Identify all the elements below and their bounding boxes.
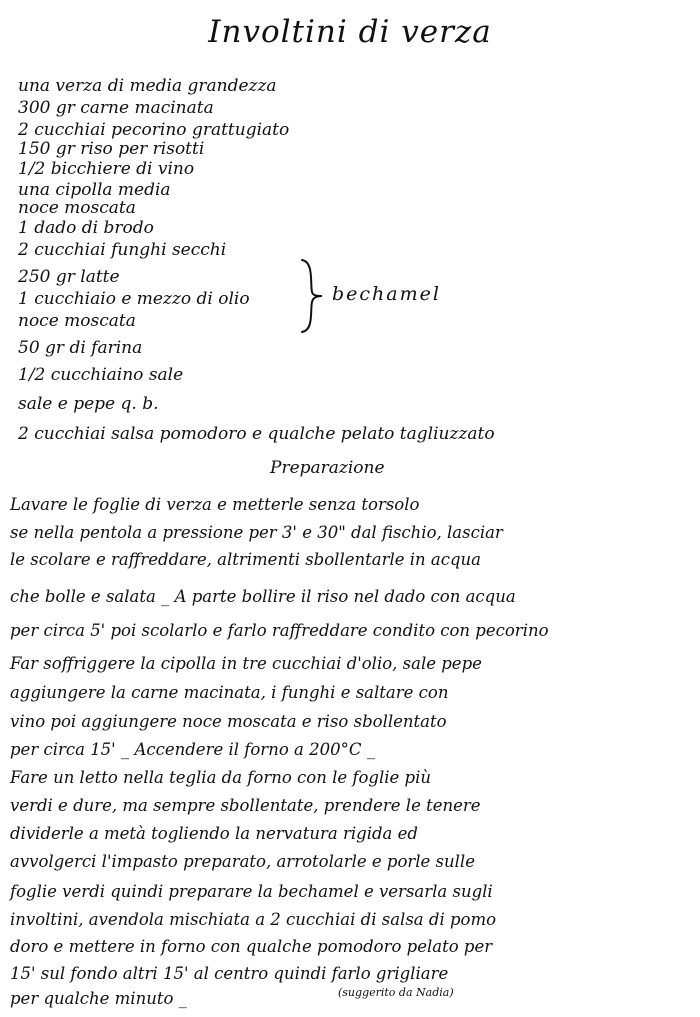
preparation-line: 15' sul fondo altri 15' al centro quindi farlo grigliare [10,964,449,983]
ingredient-line: una verza di media grandezza [18,76,277,96]
bechamel-brace-icon [296,258,324,334]
ingredient-line: 1/2 bicchiere di vino [18,159,195,179]
ingredient-line: 1 dado di brodo [18,218,154,238]
ingredient-line: 1/2 cucchiaino sale [18,365,184,385]
ingredient-line: noce moscata [18,311,136,331]
preparation-line: involtini, avendola mischiata a 2 cucchiai di salsa di pomo [10,910,497,929]
ingredient-line: 2 cucchiai funghi secchi [18,240,227,260]
preparation-line: se nella pentola a pressione per 3' e 30" dal fischio, lasciar [10,523,503,542]
preparation-line: Far soffriggere la cipolla in tre cucchiai d'olio, sale pepe [10,654,482,673]
preparation-line: dividerle a metà togliendo la nervatura rigida ed [10,824,418,843]
preparation-line: che bolle e salata _ A parte bollire il riso nel dado con acqua [10,587,516,606]
preparation-line: Lavare le foglie di verza e metterle senza torsolo [10,495,420,514]
preparation-line: foglie verdi quindi preparare la bechamel e versarla sugli [10,882,493,901]
preparation-line: per circa 5' poi scolarlo e farlo raffreddare condito con pecorino [10,621,549,640]
preparation-line: per qualche minuto _ [10,989,187,1008]
bechamel-label: bechamel [332,283,441,305]
ingredient-line: noce moscata [18,198,136,218]
ingredient-line: sale e pepe q. b. [18,394,159,414]
preparation-line: vino poi aggiungere noce moscata e riso sbollentato [10,712,447,731]
preparation-line: verdi e dure, ma sempre sbollentate, prendere le tenere [10,796,481,815]
ingredient-line: 50 gr di farina [18,338,143,358]
ingredient-line: 2 cucchiai pecorino grattugiato [18,120,290,140]
ingredient-line: 250 gr latte [18,267,120,287]
ingredient-line: una cipolla media [18,180,171,200]
preparation-line: le scolare e raffreddare, altrimenti sbollentarle in acqua [10,550,482,569]
preparation-line: aggiungere la carne macinata, i funghi e saltare con [10,683,449,702]
recipe-credit: (suggerito da Nadia) [338,986,454,999]
recipe-title: Involtini di verza [208,14,492,50]
ingredient-line: 150 gr riso per risotti [18,139,205,159]
ingredient-line: 1 cucchiaio e mezzo di olio [18,289,250,309]
preparation-line: Fare un letto nella teglia da forno con le foglie più [10,768,432,787]
preparation-line: per circa 15' _ Accendere il forno a 200°C _ [10,740,375,759]
ingredient-line: 2 cucchiai salsa pomodoro e qualche pelato tagliuzzato [18,424,495,444]
preparation-line: doro e mettere in forno con qualche pomodoro pelato per [10,937,493,956]
preparation-title: Preparazione [270,458,385,478]
ingredient-line: 300 gr carne macinata [18,98,214,118]
preparation-line: avvolgerci l'impasto preparato, arrotolarle e porle sulle [10,852,475,871]
